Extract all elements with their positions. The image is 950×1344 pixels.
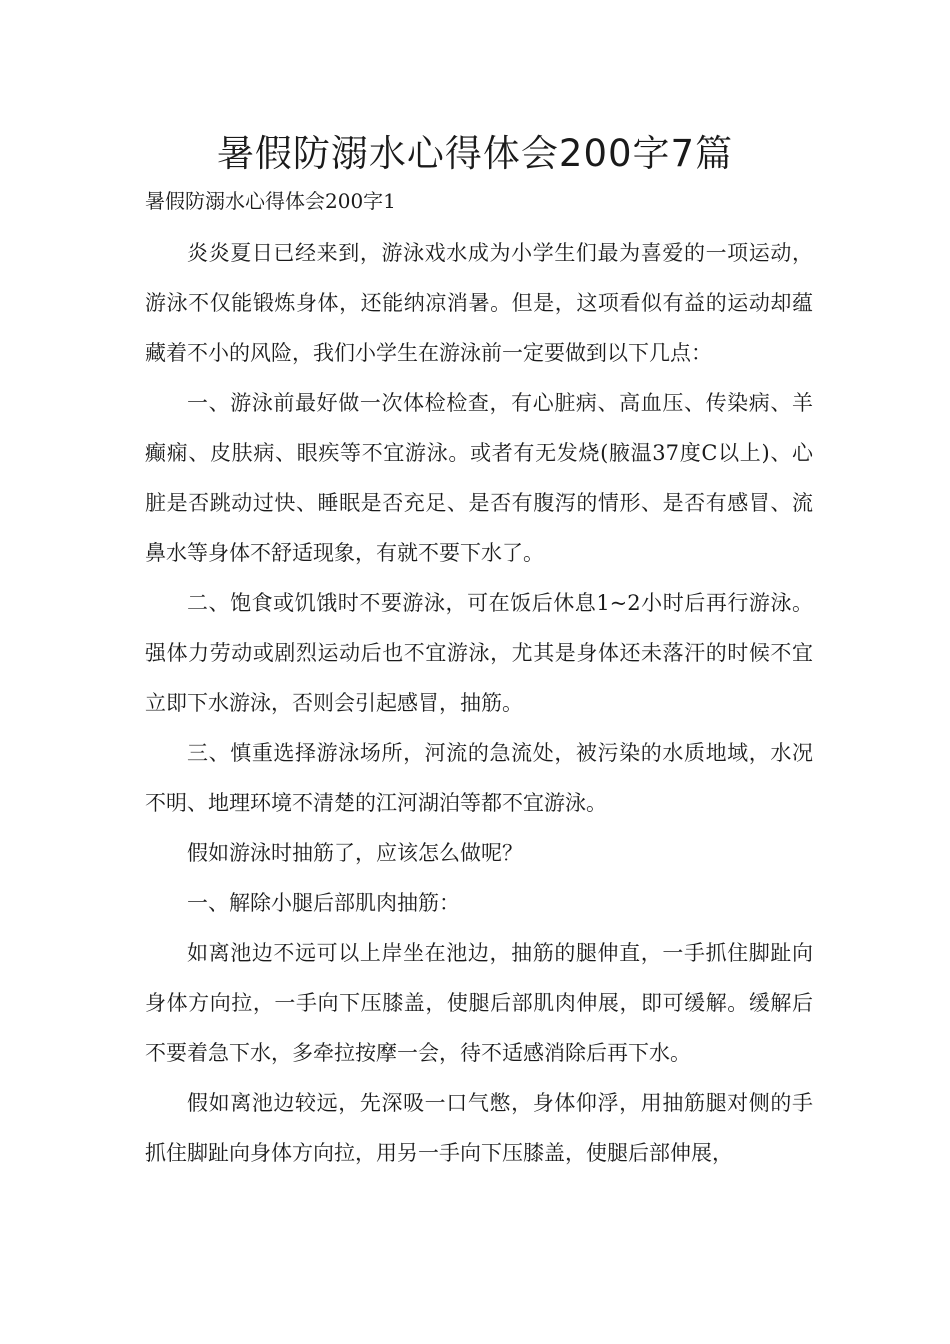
paragraph-point-one: 一、游泳前最好做一次体检检查，有心脏病、高血压、传染病、羊癫痫、皮肤病、眼疾等不宜游泳。或者有无发烧(腋温37度C以上)、心脏是否跳动过快、睡眠是否充足、是否有腹泻的情形、是否有感冒、流鼻水等身体不舒适现象，有就不要下水了。 <box>145 391 813 565</box>
paragraph-intro: 炎炎夏日已经来到，游泳戏水成为小学生们最为喜爱的一项运动，游泳不仅能锻炼身体，还能纳凉消暑。但是，这项看似有益的运动却蕴藏着不小的风险，我们小学生在游泳前一定要做到以下几点： <box>145 241 813 365</box>
paragraph-point-three: 三、慎重选择游泳场所，河流的急流处，被污染的水质地域，水况不明、地理环境不清楚的江河湖泊等都不宜游泳。 <box>145 741 813 815</box>
paragraph-point-two: 二、饱食或饥饿时不要游泳，可在饭后休息1~2小时后再行游泳。强体力劳动或剧烈运动后也不宜游泳，尤其是身体还未落汗的时候不宜立即下水游泳，否则会引起感冒，抽筋。 <box>145 591 813 715</box>
document-body <box>145 228 813 1178</box>
document-title: 暑假防溺水心得体会200字7篇 <box>216 132 734 175</box>
paragraph-far-edge: 假如离池边较远，先深吸一口气憋，身体仰浮，用抽筋腿对侧的手抓住脚趾向身体方向拉，用另一手向下压膝盖，使腿后部伸展， <box>145 1091 813 1165</box>
paragraph-subheading: 一、解除小腿后部肌肉抽筋： <box>187 891 460 915</box>
section-heading: 暑假防溺水心得体会200字1 <box>145 189 396 213</box>
paragraph-near-edge: 如离池边不远可以上岸坐在池边，抽筋的腿伸直，一手抓住脚趾向身体方向拉，一手向下压膝盖，使腿后部肌肉伸展，即可缓解。缓解后不要着急下水，多牵拉按摩一会，待不适感消除后再下水。 <box>145 941 813 1065</box>
paragraph-question: 假如游泳时抽筋了，应该怎么做呢？ <box>187 841 523 865</box>
